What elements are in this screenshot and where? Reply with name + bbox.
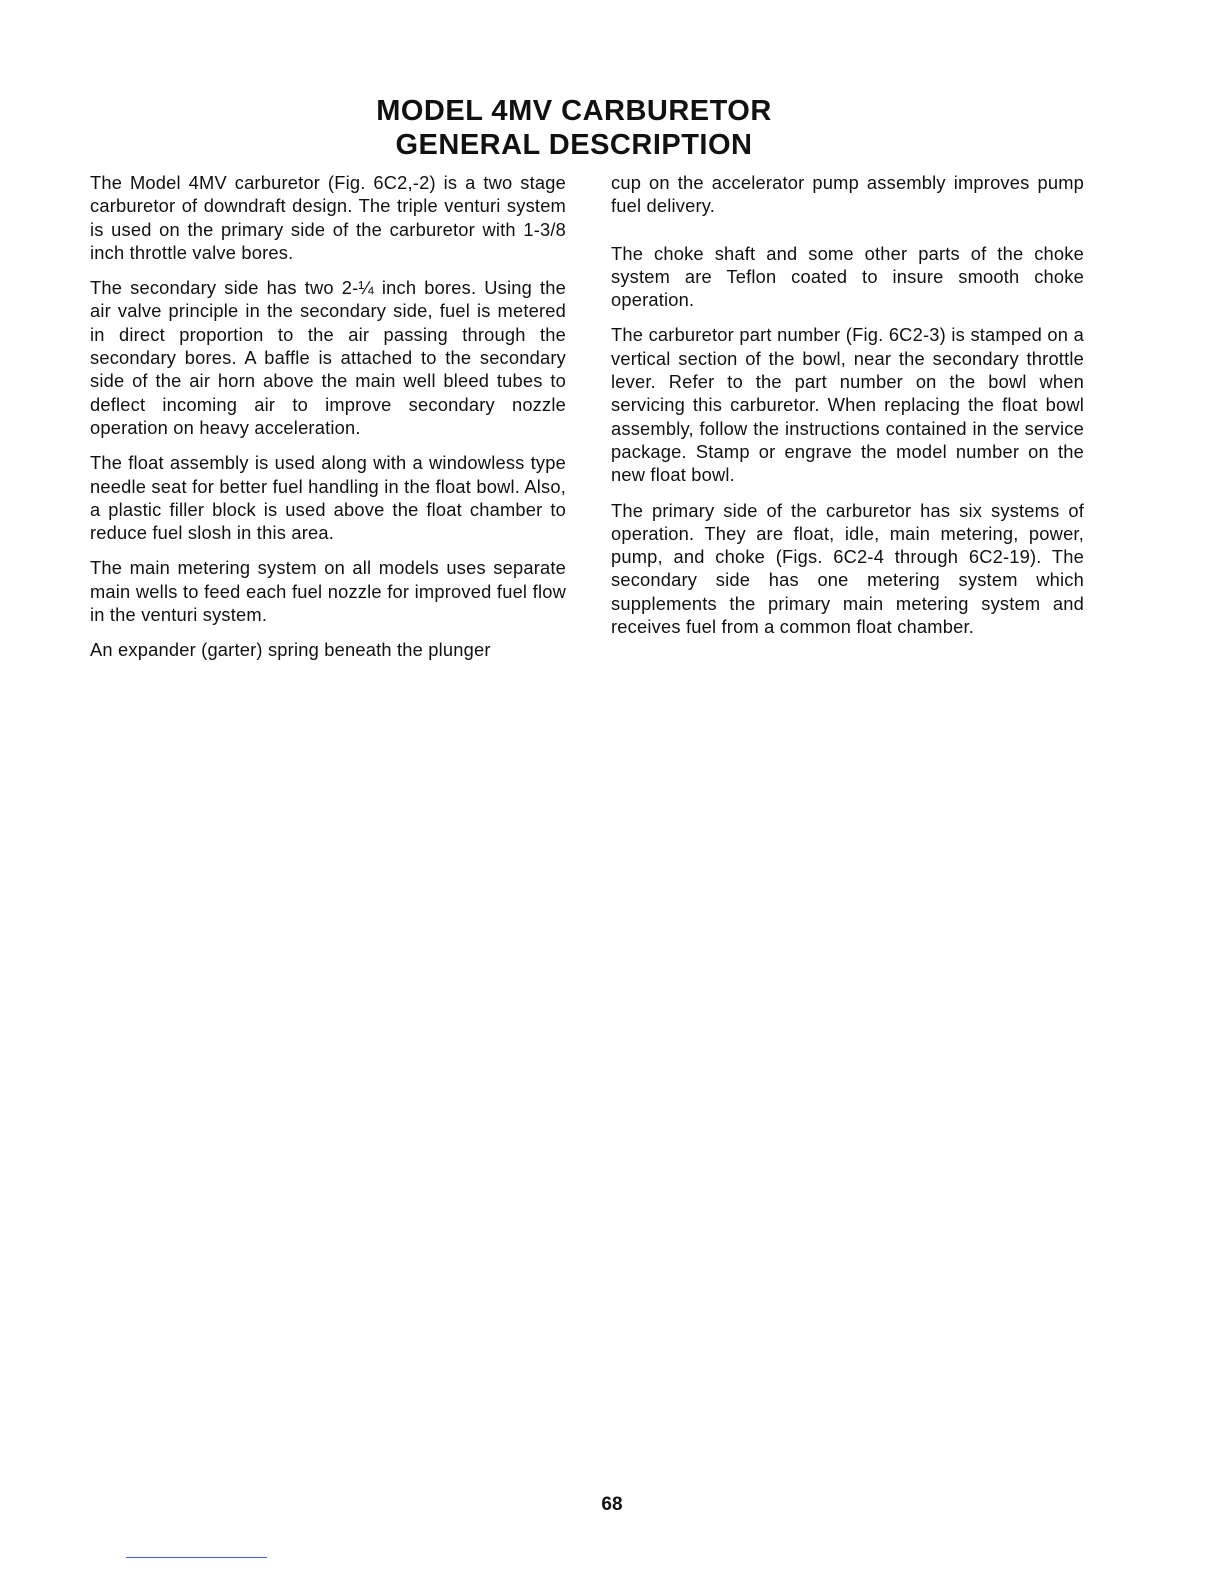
paragraph: The choke shaft and some other parts of the choke system are Teflon coated to insure smooth choke operation.: [611, 242, 1084, 311]
paragraph: The primary side of the carburetor has six systems of operation. They are float, idle, main metering, power, pump, and choke (Figs. 6C2-4 through 6C2-19). The secondary side has one metering system which supplements the primary main metering system and receives fuel from a common float chamber.: [611, 499, 1084, 638]
right-column: [611, 171, 1084, 650]
footer-divider: [126, 1557, 267, 1558]
paragraph: The secondary side has two 2-¼ inch bores. Using the air valve principle in the secondary side, fuel is metered in direct proportion to the air passing through the secondary bores. A baffle is attached to the secondary side of the air horn above the main well bleed tubes to deflect incoming air to improve secondary nozzle operation on heavy acceleration.: [90, 277, 566, 438]
paragraph: cup on the accelerator pump assembly improves pump fuel delivery.: [611, 172, 1084, 217]
paragraph: The main metering system on all models uses separate main wells to feed each fuel nozzle for improved fuel flow in the venturi system.: [90, 557, 566, 626]
paragraph: The carburetor part number (Fig. 6C2-3) is stamped on a vertical section of the bowl, near the secondary throttle lever. Refer to the part number on the bowl when servicing this carburetor. When replacing the float bowl assembly, follow the instructions contained in the service package. Stamp or engrave the model number on the new float bowl.: [611, 324, 1084, 486]
paragraph: The Model 4MV carburetor (Fig. 6C2,-2) is a two stage carburetor of downdraft design. The triple venturi system is used on the primary side of the carburetor with 1-3/8 inch throttle valve bores.: [90, 172, 566, 263]
page-subtitle: GENERAL DESCRIPTION: [395, 129, 753, 161]
page-title: MODEL 4MV CARBURETOR: [376, 95, 772, 127]
left-column: [90, 171, 566, 674]
paragraph: The float assembly is used along with a windowless type needle seat for better fuel handling in the float bowl. Also, a plastic filler block is used above the float chamber to reduce fuel slosh in this area.: [90, 452, 566, 544]
page-number: 68: [601, 1494, 623, 1515]
paragraph: An expander (garter) spring beneath the plunger: [90, 639, 491, 661]
